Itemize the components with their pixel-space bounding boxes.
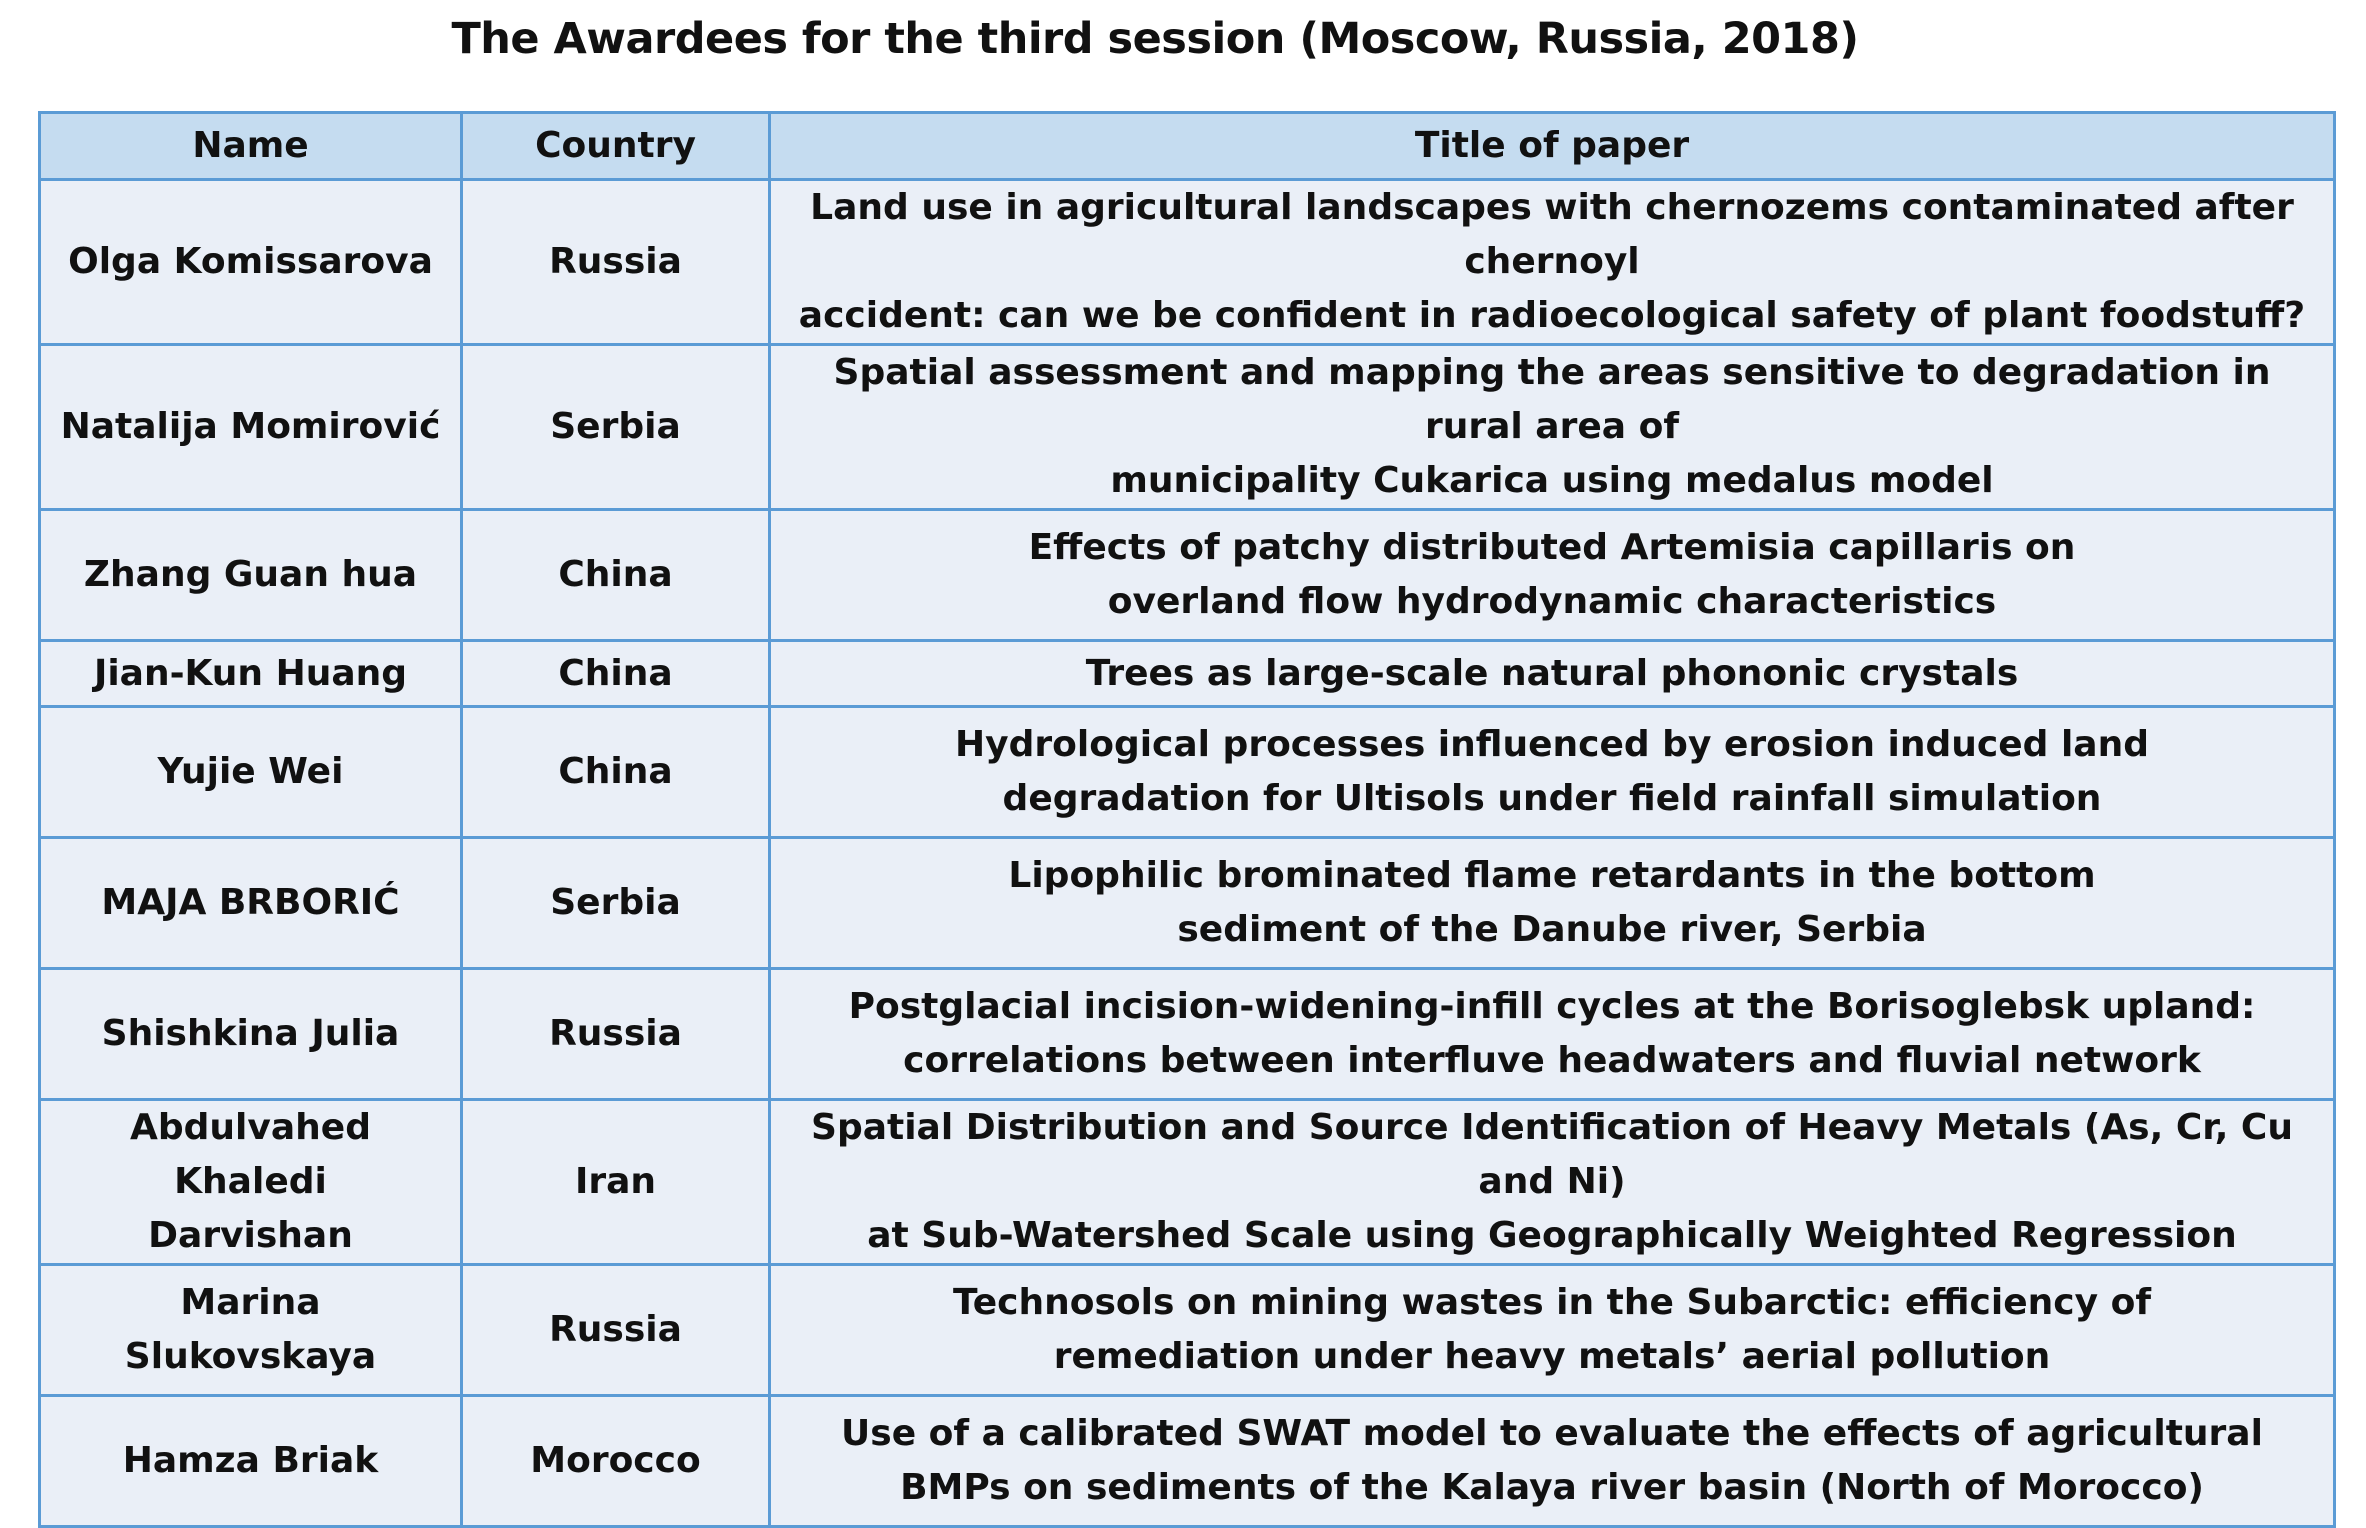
cell-paper-title-line: degradation for Ultisols under field rainfall simulation [1002,778,2102,819]
cell-paper-title-line: Hydrological processes influenced by erosion induced land [955,724,2149,765]
cell-paper-title [770,838,2335,969]
cell-name [40,180,462,345]
table-row [40,345,2335,510]
cell-paper-title-line: sediment of the Danube river, Serbia [1177,909,1927,950]
table-row [40,1100,2335,1265]
cell-paper-title [770,345,2335,510]
cell-name-line: MAJA BRBORIĆ [101,882,400,923]
cell-name [40,707,462,838]
cell-paper-title [770,641,2335,707]
cell-name-line: Olga Komissarova [68,241,433,282]
table-row [40,1396,2335,1527]
cell-paper-title-line: Postglacial incision-widening-infill cycles at the Borisoglebsk upland: [848,986,2256,1027]
cell-name [40,510,462,641]
page-title: The Awardees for the third session (Moscow, Russia, 2018) [451,14,1859,64]
cell-country: Russia [462,180,770,345]
table-row [40,838,2335,969]
cell-name-line: Zhang Guan hua [83,554,418,595]
cell-name-line: Natalija Momirović [60,406,441,447]
cell-country: China [462,510,770,641]
cell-name [40,1396,462,1527]
cell-name-line: Darvishan [148,1215,353,1256]
table-row [40,510,2335,641]
cell-name [40,641,462,707]
cell-country: Serbia [462,345,770,510]
cell-name-line: Hamza Briak [122,1440,379,1481]
cell-name-line: Shishkina Julia [101,1013,400,1054]
cell-name-line: Abdulvahed Khaledi [130,1107,371,1202]
cell-paper-title-line: Technosols on mining wastes in the Subarctic: efficiency of [952,1282,2152,1323]
cell-paper-title [770,1100,2335,1265]
cell-paper-title-line: remediation under heavy metals’ aerial pollution [1053,1336,2051,1377]
cell-name [40,345,462,510]
awardees-table [38,111,2336,1528]
cell-paper-title [770,1265,2335,1396]
table-row [40,1265,2335,1396]
cell-paper-title-line: Effects of patchy distributed Artemisia capillaris on [1028,527,2076,568]
cell-country: Morocco [462,1396,770,1527]
cell-paper-title-line: correlations between interfluve headwaters and fluvial network [903,1040,2201,1081]
cell-paper-title [770,969,2335,1100]
cell-name [40,1265,462,1396]
cell-paper-title-line: Spatial assessment and mapping the areas sensitive to degradation in rural area of [833,352,2271,447]
cell-paper-title-line: Trees as large-scale natural phononic crystals [1085,652,2019,694]
cell-country: Russia [462,1265,770,1396]
cell-name [40,838,462,969]
table-row [40,707,2335,838]
column-header-country: Country [462,113,770,180]
cell-paper-title [770,510,2335,641]
column-header-title: Title of paper [770,113,2335,180]
table-row [40,641,2335,707]
cell-paper-title-line: overland flow hydrodynamic characteristics [1107,581,1997,622]
cell-paper-title-line: Lipophilic brominated flame retardants in the bottom [1008,855,2096,896]
cell-paper-title [770,1396,2335,1527]
cell-country: Serbia [462,838,770,969]
cell-name-line: Yujie Wei [157,751,344,792]
cell-name [40,969,462,1100]
cell-paper-title-line: Land use in agricultural landscapes with chernozems contaminated after chernoyl [810,187,2294,282]
cell-country: Iran [462,1100,770,1265]
cell-paper-title-line: Use of a calibrated SWAT model to evaluate the effects of agricultural [841,1413,2263,1454]
cell-paper-title [770,180,2335,345]
cell-country: Russia [462,969,770,1100]
cell-name [40,1100,462,1265]
table-header-row [40,113,2335,180]
table-row [40,969,2335,1100]
cell-name-line: Jian-Kun Huang [93,652,408,694]
cell-paper-title-line: accident: can we be confident in radioecological safety of plant foodstuff? [798,295,2306,336]
cell-paper-title [770,707,2335,838]
table-row [40,180,2335,345]
cell-paper-title-line: at Sub-Watershed Scale using Geographically Weighted Regression [867,1215,2237,1256]
cell-country: China [462,707,770,838]
cell-name-line: Marina Slukovskaya [124,1282,377,1377]
cell-paper-title-line: municipality Cukarica using medalus model [1110,460,1994,501]
cell-paper-title-line: BMPs on sediments of the Kalaya river basin (North of Morocco) [900,1467,2204,1508]
cell-country: China [462,641,770,707]
column-header-name: Name [40,113,462,180]
cell-paper-title-line: Spatial Distribution and Source Identification of Heavy Metals (As, Cr, Cu and Ni) [811,1107,2293,1202]
